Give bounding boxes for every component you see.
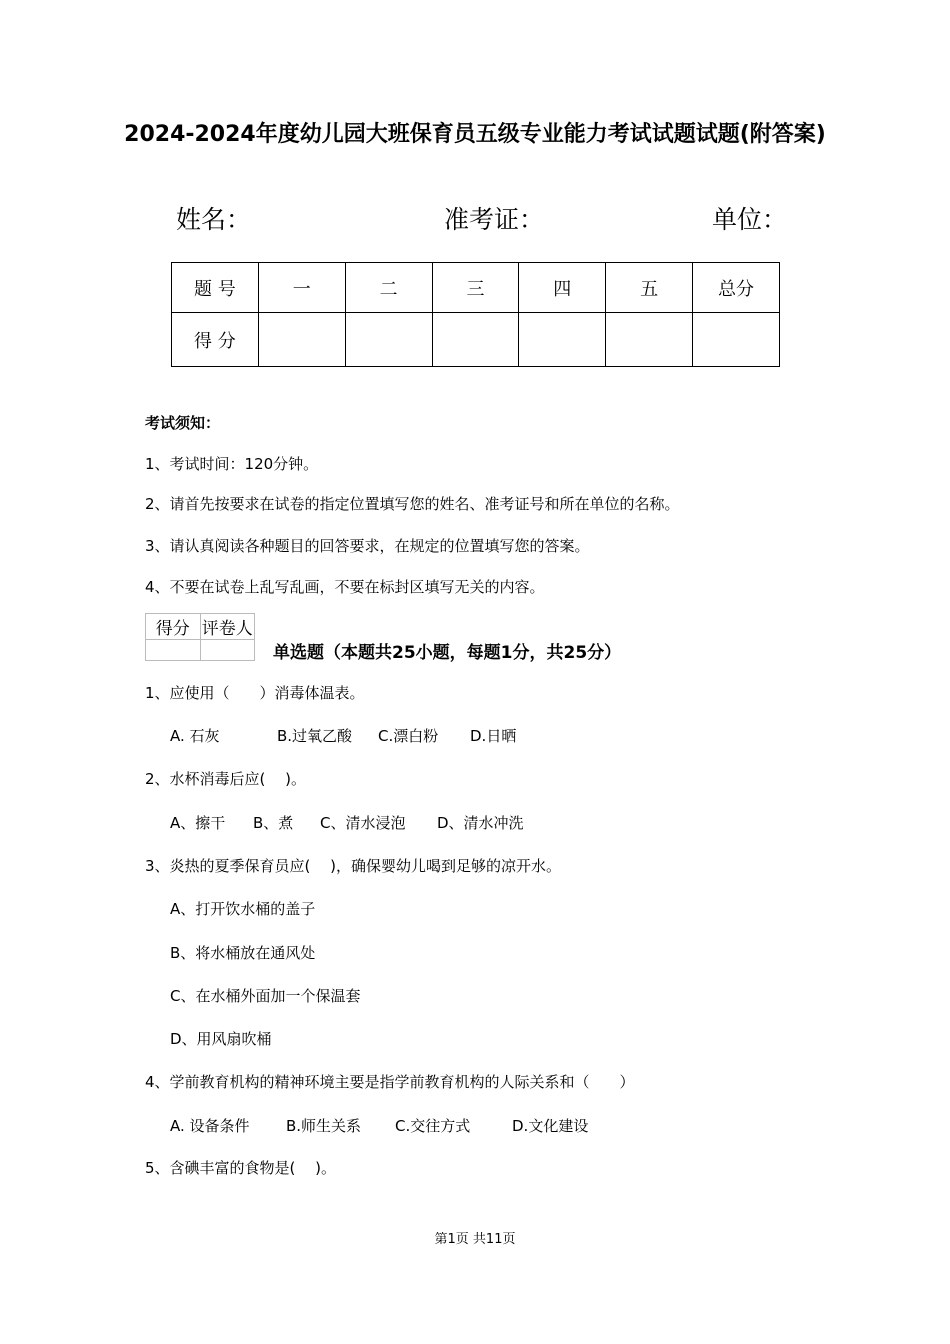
score-table-score-row [172, 313, 780, 367]
score-input-cell[interactable] [606, 313, 693, 367]
document-title: 2024-2024年度幼儿园大班保育员五级专业能力考试试题试题(附答案) [124, 122, 826, 147]
question-stem: 3、炎热的夏季保育员应( )，确保婴幼儿喝到足够的凉开水。 [145, 857, 562, 875]
notice-item: 2、请首先按要求在试卷的指定位置填写您的姓名、准考证号和所在单位的名称。 [145, 495, 680, 513]
notice-item: 3、请认真阅读各种题目的回答要求，在规定的位置填写您的答案。 [145, 537, 590, 555]
question-option: A. 石灰 [170, 727, 220, 745]
question-option: D.日晒 [470, 727, 517, 745]
grader-name-label: 评卷人 [200, 614, 255, 640]
question-option: B.师生关系 [286, 1117, 362, 1135]
candidate-info-row [176, 200, 788, 240]
question-stem: 5、含碘丰富的食物是( )。 [145, 1159, 337, 1177]
question-stem: 1、应使用（ ）消毒体温表。 [145, 684, 365, 702]
question-option: C.交往方式 [395, 1117, 471, 1135]
page-footer: 第1页 共11页 [434, 1232, 516, 1247]
notice-item: 4、不要在试卷上乱写乱画，不要在标封区填写无关的内容。 [145, 578, 545, 596]
score-input-cell[interactable] [258, 313, 345, 367]
score-input-cell[interactable] [432, 313, 519, 367]
score-table-header-row [172, 263, 780, 313]
question-stem: 4、学前教育机构的精神环境主要是指学前教育机构的人际关系和（ ） [145, 1073, 635, 1091]
question-option: A、擦干 [170, 814, 226, 832]
question-option: D.文化建设 [512, 1117, 589, 1135]
question-option: D、清水冲洗 [437, 814, 524, 832]
grader-score-cell[interactable] [146, 640, 201, 661]
grader-box [145, 613, 255, 661]
score-table-cell: 总分 [693, 263, 780, 313]
section-title: 单选题（本题共25小题，每题1分，共25分） [273, 643, 622, 663]
question-option: B、将水桶放在通风处 [170, 944, 316, 962]
score-table [171, 262, 780, 367]
question-option: C、在水桶外面加一个保温套 [170, 987, 361, 1005]
grader-name-cell[interactable] [200, 640, 255, 661]
notice-item: 1、考试时间：120分钟。 [145, 455, 319, 473]
question-option: A、打开饮水桶的盖子 [170, 900, 316, 918]
score-input-cell[interactable] [693, 313, 780, 367]
score-table-cell: 得 分 [172, 313, 259, 367]
name-field-label: 姓名： [176, 205, 252, 234]
score-table-cell: 三 [432, 263, 519, 313]
score-input-cell[interactable] [345, 313, 432, 367]
question-option: B、煮 [253, 814, 294, 832]
score-table-cell: 五 [606, 263, 693, 313]
question-option: A. 设备条件 [170, 1117, 250, 1135]
notice-heading: 考试须知： [145, 414, 221, 432]
question-option: B.过氧乙酸 [277, 727, 353, 745]
exam-id-field-label: 准考证： [444, 205, 545, 234]
score-table-cell: 题 号 [172, 263, 259, 313]
score-table-cell: 一 [258, 263, 345, 313]
question-option: D、用风扇吹桶 [170, 1030, 272, 1048]
score-table-cell: 四 [519, 263, 606, 313]
question-option: C.漂白粉 [378, 727, 439, 745]
question-option: C、清水浸泡 [320, 814, 406, 832]
score-input-cell[interactable] [519, 313, 606, 367]
question-stem: 2、水杯消毒后应( )。 [145, 770, 307, 788]
unit-field-label: 单位： [712, 205, 788, 234]
score-table-cell: 二 [345, 263, 432, 313]
grader-score-label: 得分 [146, 614, 201, 640]
